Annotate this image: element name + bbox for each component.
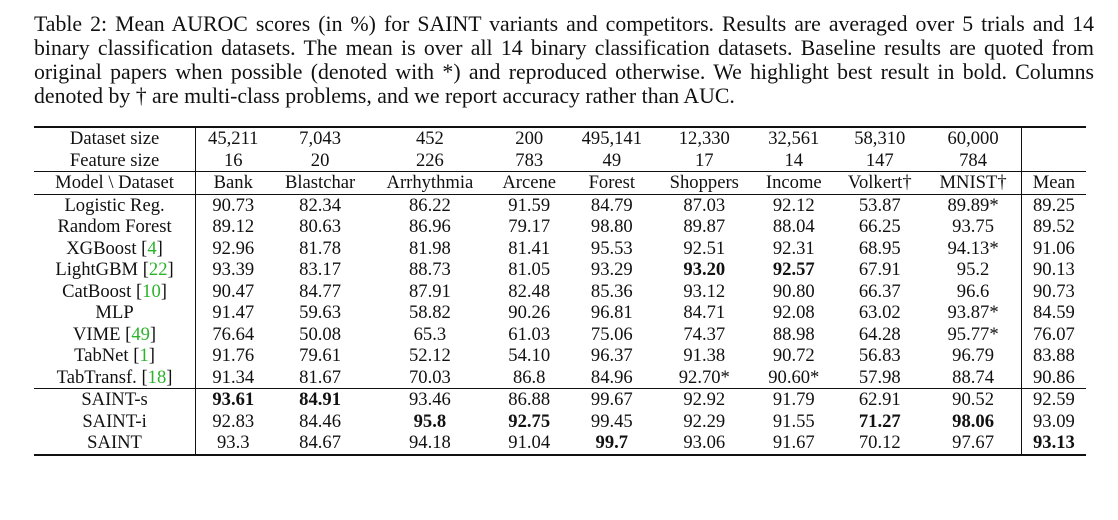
score-cell: 81.78 (299, 237, 342, 259)
score-cell: 90.86 (1033, 366, 1075, 388)
score-cell: 80.63 (299, 216, 342, 238)
empty-cell (1021, 127, 1086, 150)
score-cell: 91.38 (683, 345, 726, 367)
model-label: Logistic Reg. (64, 194, 165, 216)
score-cell: 94.18 (370, 432, 490, 455)
score-cell: 93.3 (196, 432, 271, 455)
table-row (34, 432, 1086, 455)
column-header: MNIST† (925, 172, 1021, 195)
column-header: Income (753, 172, 834, 195)
score-cell: 84.67 (270, 432, 369, 455)
score-cell: 70.12 (834, 432, 925, 455)
model-name: TabNet [1] (34, 345, 196, 367)
score-cell: 81.41 (508, 237, 551, 259)
score-cell: 62.91 (834, 389, 925, 411)
table-row (34, 302, 1086, 324)
score-cell: 89.89* (925, 194, 1021, 216)
score-cell: 91.59 (490, 194, 568, 216)
score-cell (568, 432, 655, 455)
score-cell: 88.98 (772, 323, 815, 345)
column-header: Shoppers (655, 172, 753, 195)
model-name (34, 194, 196, 216)
table-row (34, 216, 1086, 238)
score-cell (490, 411, 568, 433)
column-header: Blastchar (270, 172, 369, 195)
dataset-size-cell: 452 (370, 127, 490, 150)
column-header-row (34, 172, 1086, 195)
model-name (34, 389, 196, 411)
score-cell: 89.52 (1033, 216, 1075, 238)
model-label: SAINT-s (81, 389, 148, 411)
score-cell: 96.81 (590, 302, 633, 324)
score-cell: 83.88 (1033, 345, 1075, 367)
score-cell: 59.63 (299, 302, 342, 324)
score-cell: 99.45 (590, 410, 633, 432)
dataset-size-cell: 495,141 (568, 127, 655, 150)
score-cell: 92.29 (683, 410, 726, 432)
column-header: Forest (568, 172, 655, 195)
best-score: 92.75 (508, 410, 551, 432)
score-cell: 84.46 (299, 410, 342, 432)
score-cell: 86.8 (512, 366, 546, 388)
score-cell: 89.87 (683, 216, 726, 238)
best-score: 99.7 (595, 432, 629, 454)
score-cell: 57.98 (858, 366, 901, 388)
best-score: 93.20 (683, 259, 726, 281)
score-cell: 90.13 (1033, 259, 1075, 281)
score-cell: 83.17 (299, 259, 342, 281)
citation-link: 18 (147, 366, 167, 388)
feature-size-cell: 14 (784, 149, 804, 171)
dataset-size-cell: 12,330 (655, 127, 753, 150)
model-name: VIME [49] (34, 324, 196, 346)
feature-size-cell: 784 (925, 150, 1021, 172)
feature-size-cell: 20 (310, 149, 330, 171)
score-cell: 90.26 (508, 302, 551, 324)
score-cell: 79.17 (508, 216, 551, 238)
score-cell (1021, 432, 1086, 455)
column-header: Volkert† (834, 172, 925, 195)
score-cell: 66.25 (858, 216, 901, 238)
score-cell (270, 389, 369, 411)
score-cell: 90.73 (1033, 280, 1075, 302)
caption-text: Mean AUROC scores (in %) for SAINT variants and competitors. Results are averaged over 5 trials and 14 binary classification datasets. The mean is over all 14 binary classification datasets. Baseline results are quoted from original papers when possible (denoted with *) and reproduced otherwise. We highlight best result in bold. Columns denoted by † are multi-class problems, and we report accuracy rather than AUC. (34, 12, 1094, 108)
score-cell: 70.03 (408, 366, 451, 388)
model-label: CatBoost (62, 280, 132, 302)
score-cell (370, 411, 490, 433)
score-cell: 82.34 (270, 194, 369, 216)
score-cell: 90.72 (772, 345, 815, 367)
model-name (34, 411, 196, 433)
score-cell: 75.06 (590, 323, 633, 345)
feature-size-cell: 49 (602, 149, 622, 171)
score-cell: 84.77 (299, 280, 342, 302)
dataset-size-cell: 60,000 (925, 127, 1021, 150)
score-cell: 88.74 (925, 367, 1021, 389)
score-cell: 67.91 (858, 259, 901, 281)
score-cell: 89.12 (212, 216, 255, 238)
score-cell: 91.47 (212, 302, 255, 324)
table-row (34, 281, 1086, 303)
score-cell: 88.04 (772, 216, 815, 238)
column-header: Arcene (490, 172, 568, 195)
score-cell: 61.03 (508, 323, 551, 345)
score-cell: 50.08 (299, 323, 342, 345)
score-cell: 92.83 (212, 410, 255, 432)
feature-size-cell: 226 (415, 149, 444, 171)
score-cell: 90.52 (925, 389, 1021, 411)
score-cell: 99.67 (568, 389, 655, 411)
score-cell: 92.59 (1021, 389, 1086, 411)
score-cell (196, 389, 271, 411)
table-caption (34, 12, 1094, 108)
model-label: XGBoost (66, 237, 137, 259)
score-cell: 91.34 (212, 366, 255, 388)
score-cell: 91.04 (490, 432, 568, 455)
score-cell: 68.95 (858, 237, 901, 259)
citation-link: 1 (139, 345, 149, 367)
score-cell: 85.36 (590, 280, 633, 302)
model-label: TabTransf. (56, 366, 137, 388)
score-cell: 90.80 (772, 280, 815, 302)
best-score: 95.8 (413, 410, 447, 432)
score-cell: 84.96 (590, 366, 633, 388)
column-header: Mean (1021, 172, 1086, 195)
score-cell: 91.67 (753, 432, 834, 455)
dataset-size-cell: 45,211 (196, 127, 271, 150)
dataset-size-row (34, 127, 1086, 150)
citation-link: 49 (131, 323, 150, 345)
score-cell: 93.75 (925, 216, 1021, 238)
results-table (34, 126, 1086, 456)
score-cell: 87.91 (408, 280, 451, 302)
score-cell: 76.64 (212, 323, 255, 345)
score-cell: 91.55 (772, 410, 815, 432)
dataset-size-cell: 32,561 (753, 127, 834, 150)
score-cell: 96.79 (925, 345, 1021, 367)
model-label: LightGBM (55, 259, 139, 281)
score-cell: 95.53 (590, 237, 633, 259)
score-cell: 96.6 (925, 281, 1021, 303)
dataset-size-label: Dataset size (34, 127, 196, 150)
model-name: XGBoost [4] (34, 238, 196, 260)
column-header: Bank (196, 172, 271, 195)
model-name: CatBoost [10] (34, 281, 196, 303)
feature-size-cell: 147 (865, 149, 894, 171)
score-cell: 86.96 (408, 216, 451, 238)
score-cell (834, 411, 925, 433)
best-score: 71.27 (858, 410, 901, 432)
score-cell: 58.82 (408, 302, 451, 324)
score-cell: 87.03 (655, 194, 753, 216)
column-header: Arrhythmia (370, 172, 490, 195)
score-cell: 64.28 (858, 323, 901, 345)
model-name: LightGBM [22] (34, 259, 196, 281)
feature-size-cell: 783 (515, 149, 544, 171)
score-cell: 93.46 (370, 389, 490, 411)
score-cell: 63.02 (858, 302, 901, 324)
score-cell (753, 259, 834, 281)
score-cell: 93.39 (212, 259, 255, 281)
score-cell: 92.96 (212, 237, 255, 259)
score-cell: 92.92 (655, 389, 753, 411)
score-cell: 74.37 (683, 323, 726, 345)
score-cell: 92.70* (678, 366, 730, 388)
score-cell: 82.48 (508, 280, 551, 302)
score-cell: 79.61 (299, 345, 342, 367)
model-label: SAINT (87, 432, 142, 454)
score-cell: 81.05 (508, 259, 551, 281)
citation-link: 10 (142, 280, 161, 302)
score-cell: 93.06 (655, 432, 753, 455)
score-cell: 89.25 (1021, 194, 1086, 216)
dataset-size-cell: 7,043 (270, 127, 369, 150)
model-name: TabTransf. [18] (34, 367, 196, 389)
feature-size-cell: 16 (223, 149, 243, 171)
model-name (34, 432, 196, 455)
score-cell: 86.88 (490, 389, 568, 411)
score-cell: 93.29 (590, 259, 633, 281)
model-label: Random Forest (57, 216, 172, 238)
score-cell: 84.59 (1033, 302, 1075, 324)
citation-link: 4 (147, 237, 157, 259)
model-name (34, 302, 196, 324)
feature-size-row (34, 150, 1086, 172)
feature-size-cell: 17 (694, 149, 714, 171)
score-cell: 92.12 (753, 194, 834, 216)
score-cell (655, 259, 753, 281)
table-row (34, 194, 1086, 216)
table-row (34, 345, 1086, 367)
table-row (34, 324, 1086, 346)
score-cell: 92.51 (683, 237, 726, 259)
score-cell: 92.31 (772, 237, 815, 259)
best-score: 98.06 (952, 410, 994, 432)
score-cell: 53.87 (834, 194, 925, 216)
feature-size-label: Feature size (34, 150, 196, 172)
score-cell: 66.37 (858, 280, 901, 302)
score-cell: 81.67 (299, 366, 342, 388)
score-cell: 56.83 (858, 345, 901, 367)
score-cell: 90.73 (196, 194, 271, 216)
table-row (34, 238, 1086, 260)
model-label: TabNet (74, 345, 129, 367)
table-row (34, 411, 1086, 433)
score-cell: 92.08 (772, 302, 815, 324)
header-model-dataset: Model \ Dataset (34, 172, 196, 195)
model-label: MLP (95, 302, 134, 324)
score-cell: 91.76 (212, 345, 255, 367)
score-cell: 65.3 (413, 323, 447, 345)
citation-link: 22 (148, 259, 168, 281)
table-row (34, 389, 1086, 411)
score-cell: 95.77* (925, 324, 1021, 346)
score-cell: 98.80 (590, 216, 633, 238)
dataset-size-cell: 200 (490, 127, 568, 150)
best-score: 92.57 (772, 259, 815, 281)
score-cell: 84.71 (683, 302, 726, 324)
table-row (34, 259, 1086, 281)
score-cell: 93.12 (683, 280, 726, 302)
model-name (34, 216, 196, 238)
empty-cell (1021, 150, 1086, 172)
best-score: 84.91 (299, 389, 342, 411)
score-cell: 90.47 (212, 280, 255, 302)
best-score: 93.61 (212, 389, 255, 411)
score-cell: 93.87* (925, 302, 1021, 324)
best-score: 93.13 (1033, 432, 1075, 454)
score-cell: 90.60* (768, 366, 820, 388)
score-cell: 76.07 (1033, 323, 1075, 345)
score-cell: 86.22 (370, 194, 490, 216)
model-label: SAINT-i (82, 410, 147, 432)
score-cell: 54.10 (508, 345, 551, 367)
score-cell: 91.06 (1033, 237, 1075, 259)
score-cell: 91.79 (753, 389, 834, 411)
score-cell: 88.73 (408, 259, 451, 281)
score-cell (925, 411, 1021, 433)
score-cell: 94.13* (925, 238, 1021, 260)
score-cell: 52.12 (408, 345, 451, 367)
score-cell: 93.09 (1033, 410, 1075, 432)
dataset-size-cell: 58,310 (834, 127, 925, 150)
score-cell: 84.79 (568, 194, 655, 216)
score-cell: 97.67 (925, 432, 1021, 455)
score-cell: 96.37 (590, 345, 633, 367)
score-cell: 95.2 (925, 259, 1021, 281)
table-row (34, 367, 1086, 389)
caption-label: Table 2: (34, 12, 108, 36)
model-label: VIME (72, 323, 121, 345)
score-cell: 81.98 (408, 237, 451, 259)
